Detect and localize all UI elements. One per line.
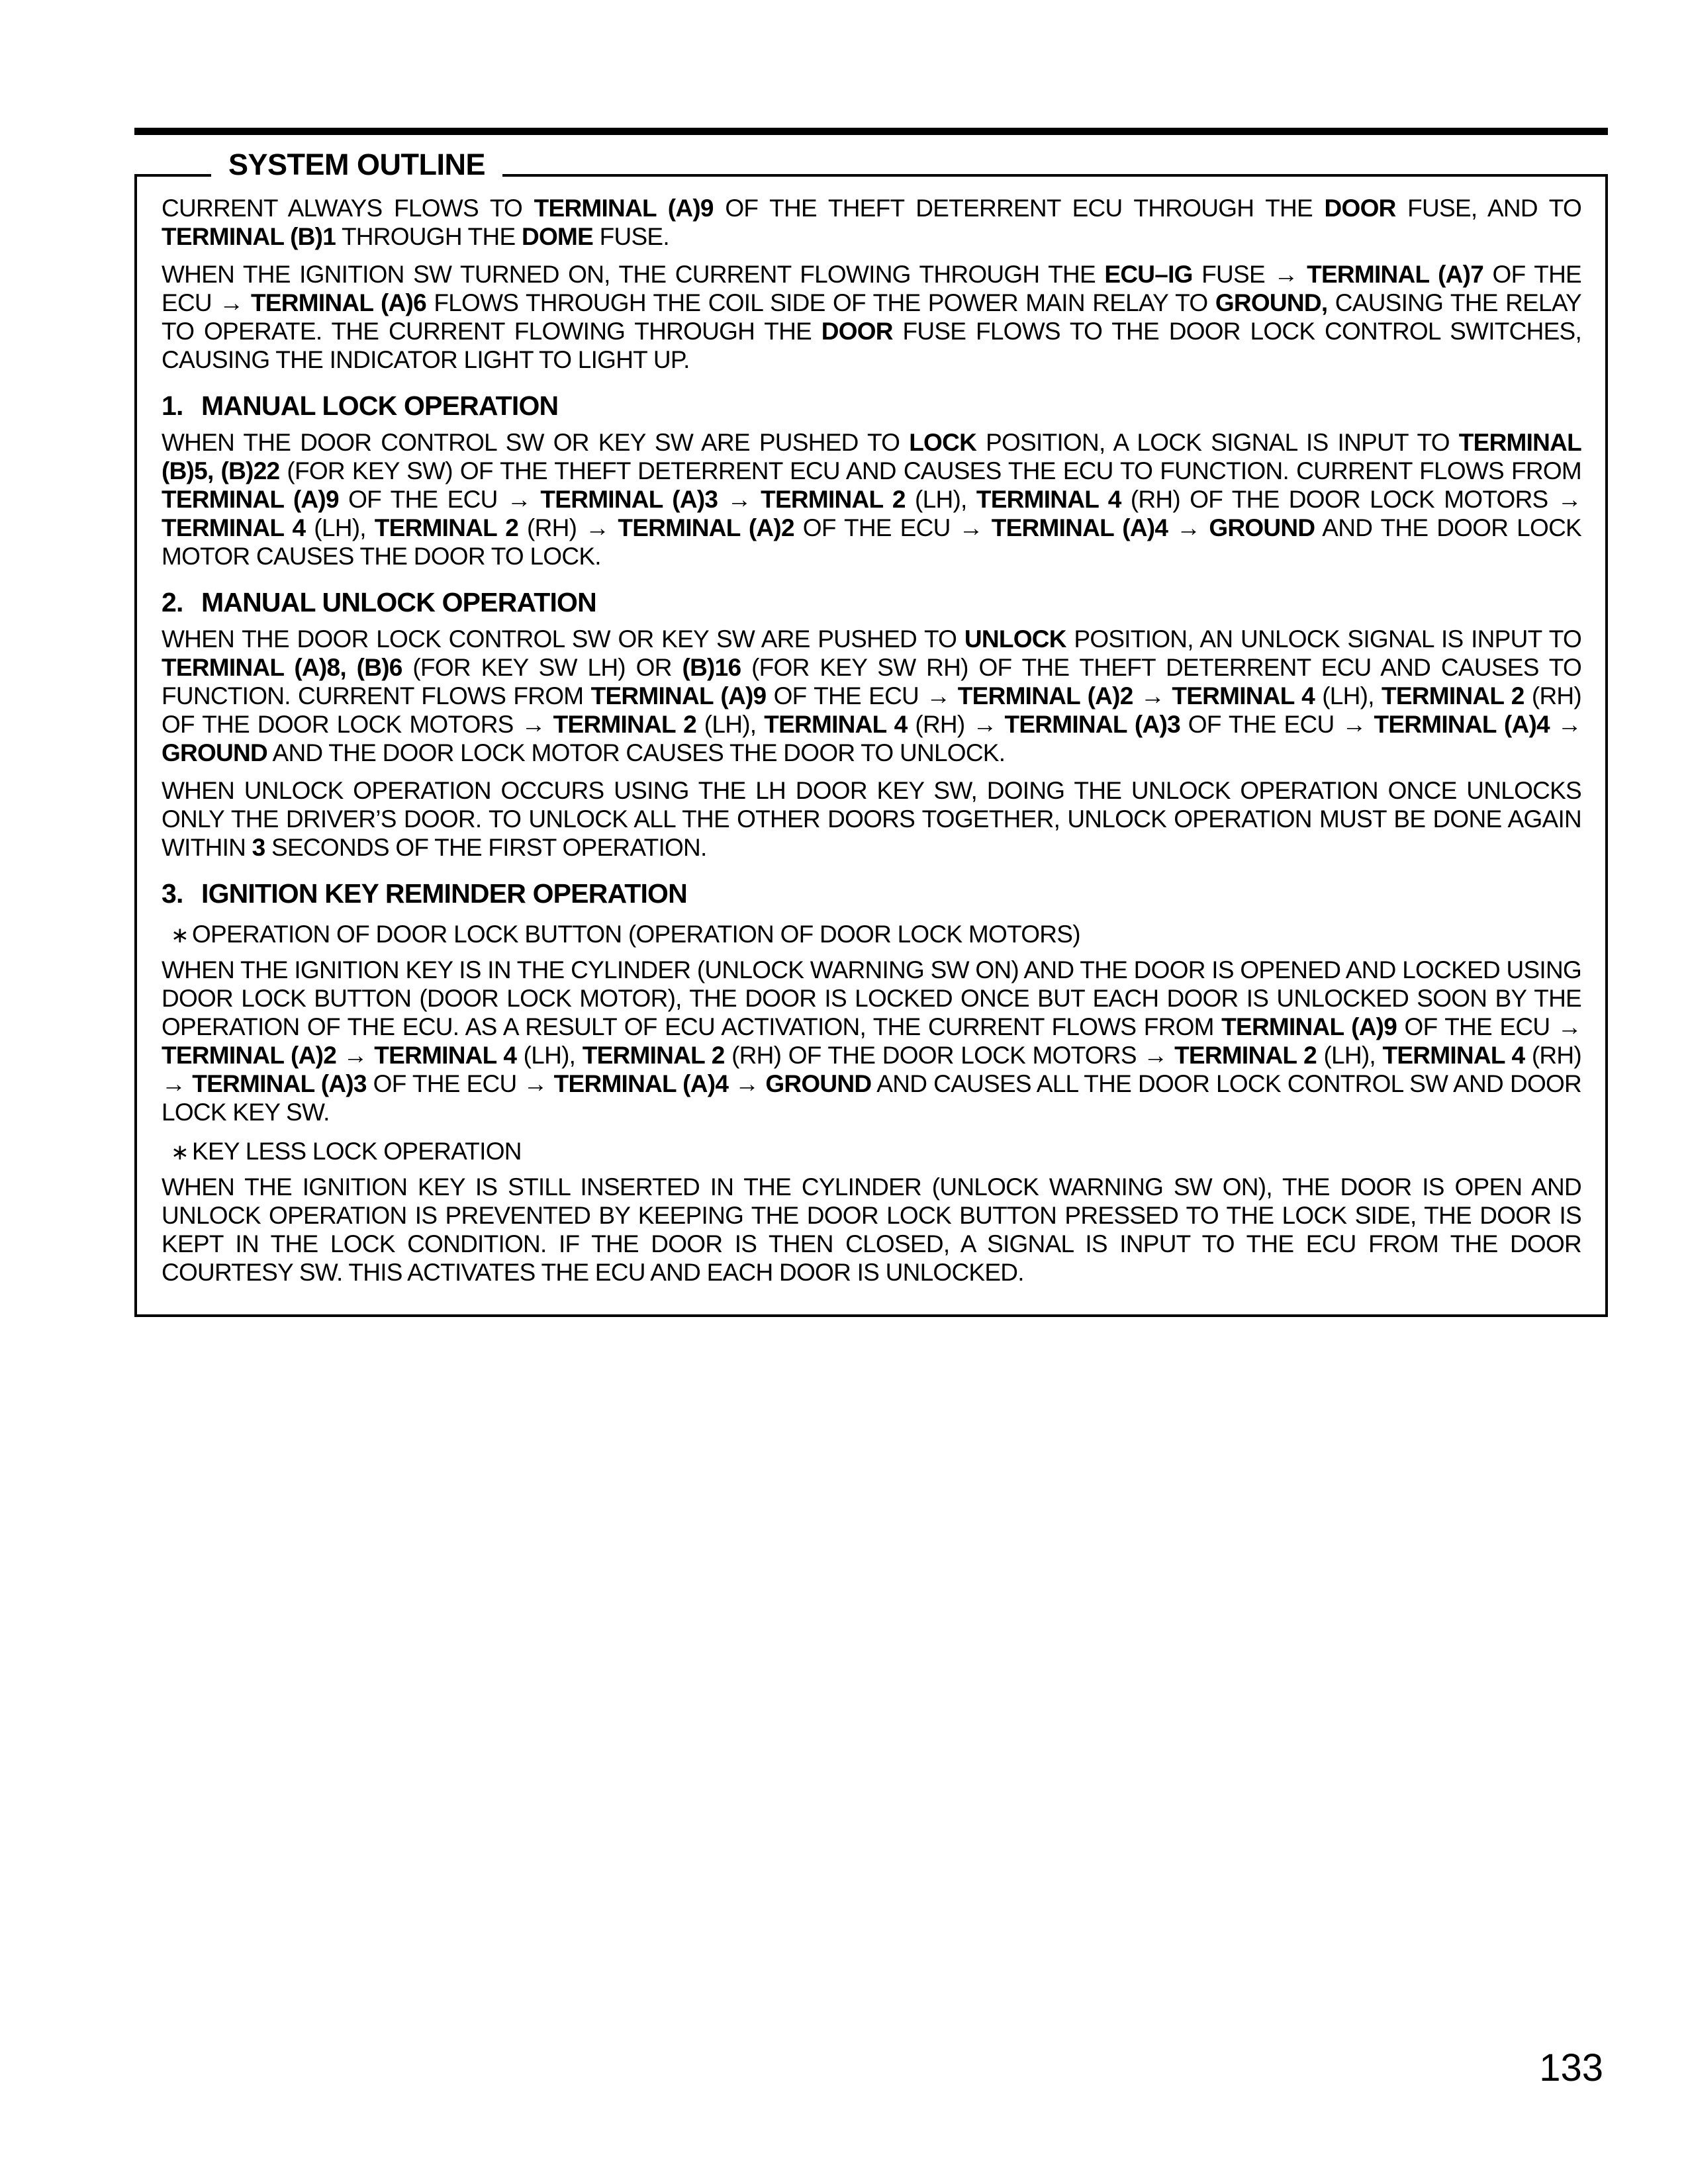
section-2-paragraph-1: WHEN THE DOOR LOCK CONTROL SW OR KEY SW ARE PUSHED TO UNLOCK POSITION, AN UNLOCK SIGNAL IS INPUT TO TERMINAL (A)8, (B)6 (FOR KEY SW LH) OR (B)16 (FOR KEY SW RH) OF THE THEFT DETERRENT ECU AND CAUSES TO FUNCTION. CURRENT FLOWS FROM TERMINAL (A)9 OF THE ECU → TERMINAL (A)2 → TERMINAL 4 (LH), TERMINAL 2 (RH) OF THE DOOR LOCK MOTORS → TERMINAL 2 (LH), TERMINAL 4 (RH) → TERMINAL (A)3 OF THE ECU → TERMINAL (A)4 → GROUND AND THE DOOR LOCK MOTOR CAUSES THE DOOR TO UNLOCK.	[162, 625, 1582, 766]
top-rule	[134, 128, 1608, 135]
bullet-door-lock-button	[162, 920, 1581, 949]
section-3-paragraph-1: WHEN THE IGNITION KEY IS IN THE CYLINDER (UNLOCK WARNING SW ON) AND THE DOOR IS OPENED AND LOCKED USING DOOR LOCK BUTTON (DOOR LOCK MOTOR), THE DOOR IS LOCKED ONCE BUT EACH DOOR IS UNLOCKED SOON BY THE OPERATION OF THE ECU. AS A RESULT OF ECU ACTIVATION, THE CURRENT FLOWS FROM TERMINAL (A)9 OF THE ECU → TERMINAL (A)2 → TERMINAL 4 (LH), TERMINAL 2 (RH) OF THE DOOR LOCK MOTORS → TERMINAL 2 (LH), TERMINAL 4 (RH) → TERMINAL (A)3 OF THE ECU → TERMINAL (A)4 → GROUND AND CAUSES ALL THE DOOR LOCK CONTROL SW AND DOOR LOCK KEY SW.	[162, 956, 1581, 1126]
intro-paragraph-1: CURRENT ALWAYS FLOWS TO TERMINAL (A)9 OF THE THEFT DETERRENT ECU THROUGH THE DOOR FUSE, AND TO TERMINAL (B)1 THROUGH THE DOME FUSE.	[162, 195, 1582, 250]
system-outline-title: SYSTEM OUTLINE	[211, 149, 502, 180]
asterisk-bullet-icon: ∗	[171, 1140, 189, 1164]
section-2-paragraph-2: WHEN UNLOCK OPERATION OCCURS USING THE LH DOOR KEY SW, DOING THE UNLOCK OPERATION ONCE UNLOCKS ONLY THE DRIVER’S DOOR. TO UNLOCK ALL THE OTHER DOORS TOGETHER, UNLOCK OPERATION MUST BE DONE AGAIN WITHIN 3 SECONDS OF THE FIRST OPERATION.	[162, 777, 1581, 861]
section-1-number: 1.	[162, 390, 183, 421]
section-2-heading	[162, 586, 1581, 618]
section-3-paragraph-2: WHEN THE IGNITION KEY IS STILL INSERTED IN THE CYLINDER (UNLOCK WARNING SW ON), THE DOOR IS OPEN AND UNLOCK OPERATION IS PREVENTED BY KEEPING THE DOOR LOCK BUTTON PRESSED TO THE LOCK SIDE, THE DOOR IS KEPT IN THE LOCK CONDITION. IF THE DOOR IS THEN CLOSED, A SIGNAL IS INPUT TO THE ECU FROM THE DOOR COURTESY SW. THIS ACTIVATES THE ECU AND EACH DOOR IS UNLOCKED.	[162, 1173, 1581, 1286]
outline-content	[162, 194, 1581, 1287]
section-1-label: MANUAL LOCK OPERATION	[201, 390, 559, 421]
section-3-number: 3.	[162, 878, 183, 909]
bullet-text: KEY LESS LOCK OPERATION	[192, 1138, 522, 1165]
section-2-label: MANUAL UNLOCK OPERATION	[201, 587, 596, 617]
section-2-number: 2.	[162, 587, 183, 617]
section-1-paragraph: WHEN THE DOOR CONTROL SW OR KEY SW ARE PUSHED TO LOCK POSITION, A LOCK SIGNAL IS INPUT TO TERMINAL (B)5, (B)22 (FOR KEY SW) OF THE THEFT DETERRENT ECU AND CAUSES THE ECU TO FUNCTION. CURRENT FLOWS FROM TERMINAL (A)9 OF THE ECU → TERMINAL (A)3 → TERMINAL 2 (LH), TERMINAL 4 (RH) OF THE DOOR LOCK MOTORS → TERMINAL 4 (LH), TERMINAL 2 (RH) → TERMINAL (A)2 OF THE ECU → TERMINAL (A)4 → GROUND AND THE DOOR LOCK MOTOR CAUSES THE DOOR TO LOCK.	[162, 429, 1582, 570]
section-3-label: IGNITION KEY REMINDER OPERATION	[201, 878, 687, 909]
system-outline-box	[134, 148, 1608, 1317]
intro-paragraph-2: WHEN THE IGNITION SW TURNED ON, THE CURRENT FLOWING THROUGH THE ECU–IG FUSE → TERMINAL (A)7 OF THE ECU → TERMINAL (A)6 FLOWS THROUGH THE COIL SIDE OF THE POWER MAIN RELAY TO GROUND, CAUSING THE RELAY TO OPERATE. THE CURRENT FLOWING THROUGH THE DOOR FUSE FLOWS TO THE DOOR LOCK CONTROL SWITCHES, CAUSING THE INDICATOR LIGHT TO LIGHT UP.	[162, 261, 1582, 373]
bullet-text: OPERATION OF DOOR LOCK BUTTON (OPERATION OF DOOR LOCK MOTORS)	[192, 921, 1080, 948]
asterisk-bullet-icon: ∗	[171, 923, 189, 947]
section-1-heading	[162, 390, 1581, 422]
page-number: 133	[1539, 2046, 1603, 2089]
bullet-key-less-lock	[162, 1137, 1581, 1166]
section-3-heading	[162, 878, 1581, 909]
